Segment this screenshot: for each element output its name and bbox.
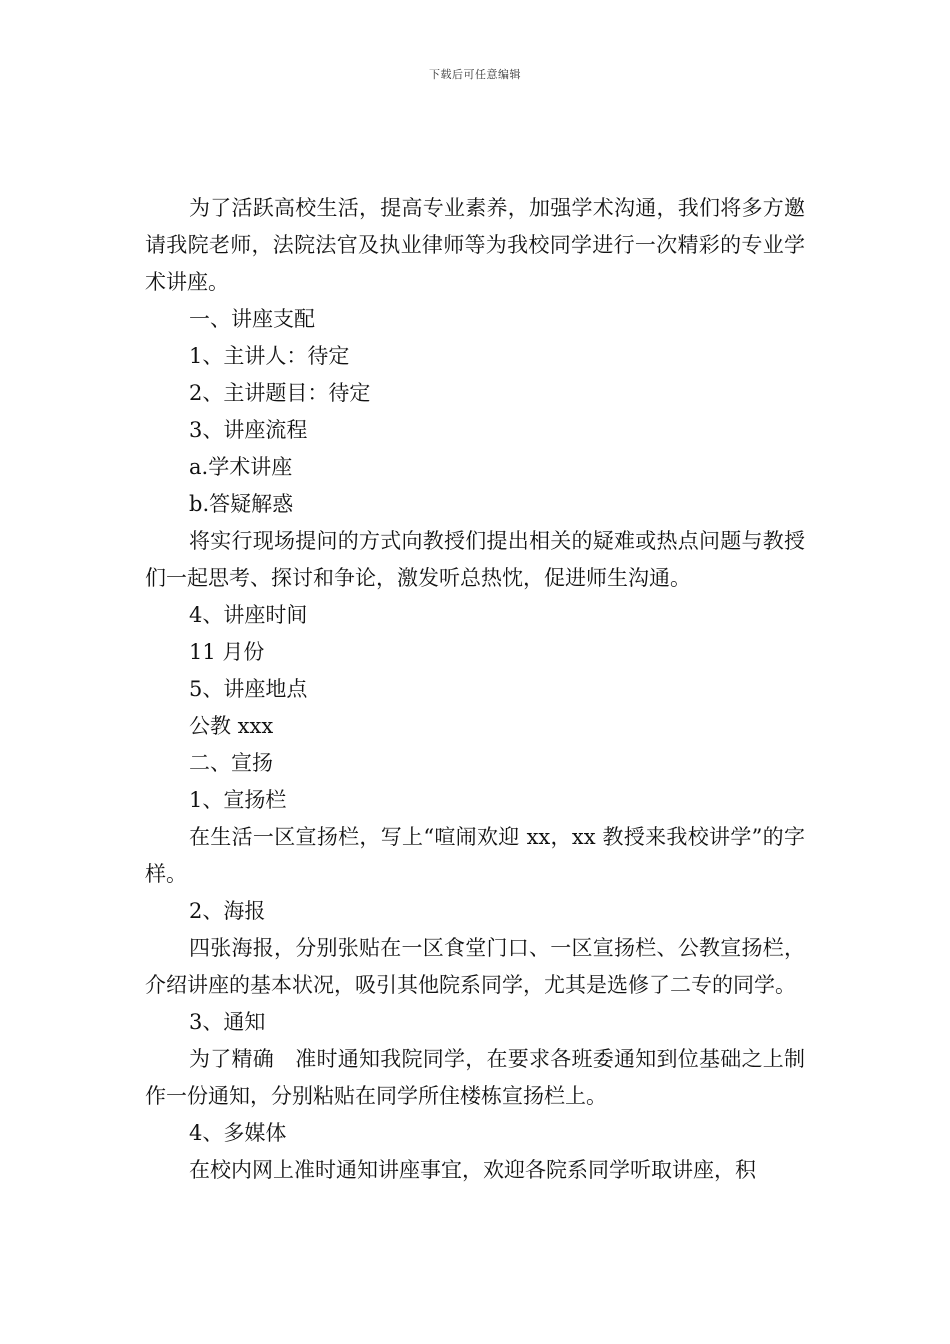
item-process: 3、讲座流程 (189, 418, 308, 442)
paragraph-notice-detail: 为了精确 准时通知我院同学，在要求各班委通知到位基础之上制作一份通知，分别粘贴在同学所住楼栋宣扬栏上。 (145, 1047, 805, 1108)
item-time: 4、讲座时间 (189, 603, 308, 627)
paragraph-poster-detail: 四张海报，分别张贴在一区食堂门口、一区宣扬栏、公教宣扬栏，介绍讲座的基本状况，吸引其他院系同学，尤其是选修了二专的同学。 (145, 936, 805, 997)
paragraph-intro: 为了活跃高校生活，提高专业素养，加强学术沟通，我们将多方邀请我院老师，法院法官及执业律师等为我校同学进行一次精彩的专业学术讲座。 (145, 196, 805, 294)
item-academic-lecture: a.学术讲座 (189, 455, 293, 479)
item-qa: b.答疑解惑 (189, 492, 294, 516)
paragraph-qa-detail: 将实行现场提问的方式向教授们提出相关的疑难或热点问题与教授们一起思考、探讨和争论，激发听总热忱，促进师生沟通。 (145, 529, 805, 590)
item-location: 5、讲座地点 (189, 677, 308, 701)
item-speaker: 1、主讲人：待定 (189, 344, 350, 368)
item-board: 1、宣扬栏 (189, 788, 287, 812)
item-multimedia: 4、多媒体 (189, 1121, 287, 1145)
value-time: 11 月份 (189, 640, 265, 664)
heading-publicity: 二、宣扬 (189, 751, 273, 775)
paragraph-multimedia-detail: 在校内网上准时通知讲座事宜，欢迎各院系同学听取讲座，积 (189, 1158, 756, 1182)
item-topic: 2、主讲题目：待定 (189, 381, 371, 405)
document-body (145, 190, 805, 1189)
item-notice: 3、通知 (189, 1010, 266, 1034)
item-poster: 2、海报 (189, 899, 266, 923)
value-location: 公教 xxx (189, 714, 274, 738)
page-header: 下载后可任意编辑 (429, 68, 521, 81)
paragraph-board-detail: 在生活一区宣扬栏，写上“喧闹欢迎 xx，xx 教授来我校讲学”的字样。 (145, 825, 805, 886)
heading-lecture-arrangement: 一、讲座支配 (189, 307, 315, 331)
